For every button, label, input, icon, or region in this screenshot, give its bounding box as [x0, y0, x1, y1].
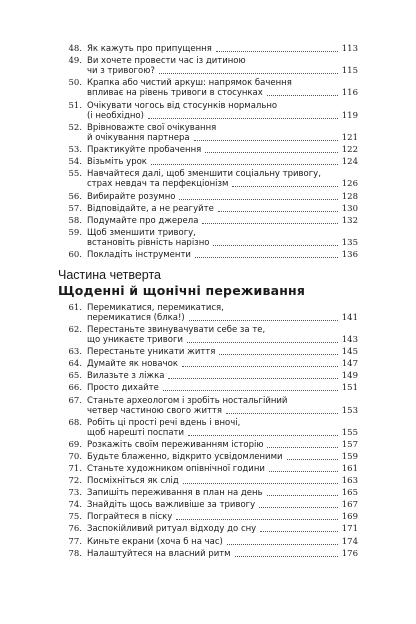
toc-entry-title: Щоб зменшити тривогу,	[87, 228, 196, 239]
toc-entry-title: перемикатися (блка!)	[87, 313, 185, 323]
toc-entry-page: 132	[341, 215, 358, 226]
toc-entry-number: 71.	[68, 463, 82, 474]
toc-entry-page: 128	[341, 191, 358, 202]
toc-entry-number: 76.	[68, 524, 82, 535]
dot-leader	[148, 118, 338, 119]
toc-entry-page: 124	[341, 157, 358, 168]
toc-entry-page: 159	[341, 451, 358, 462]
toc-entry-page: 135	[341, 238, 358, 249]
toc-entry-title: Вибирайте розумно	[87, 191, 176, 202]
toc-entry-page: 115	[341, 66, 358, 77]
part-title: Щоденні й щонічні переживання	[58, 283, 306, 298]
toc-entry-title: Заспокійливий ритуал відходу до сну	[87, 524, 257, 535]
toc-entry-number: 62.	[68, 325, 82, 336]
toc-entry-title: Вилазьте з ліжка	[87, 371, 165, 382]
dot-leader	[267, 95, 338, 96]
toc-entry-page: 171	[341, 524, 358, 535]
toc-entry	[58, 192, 358, 202]
toc-entry-title: впливає на рівень тривоги в стосунках	[87, 88, 263, 99]
toc-entry-title: Налаштуйтеся на власний ритм	[87, 548, 231, 559]
toc-entry-title: Знайдіть щось важливіше за тривогу	[87, 500, 256, 511]
toc-entry-number: 56.	[68, 191, 82, 202]
dot-leader	[189, 320, 338, 321]
toc-entry-number: 54.	[68, 157, 82, 168]
dot-leader	[205, 152, 338, 153]
toc-entry-page: 167	[341, 500, 358, 511]
toc-entry-number: 65.	[68, 371, 82, 382]
toc-entry-number: 74.	[68, 500, 82, 511]
toc-entry-title: Пограйтеся в піску	[87, 512, 173, 523]
dot-leader	[163, 390, 338, 391]
toc-entry	[58, 145, 358, 155]
toc-entry-page: 174	[341, 536, 358, 547]
dot-leader	[168, 378, 337, 379]
toc-entry	[58, 44, 358, 54]
toc-entry	[58, 347, 358, 357]
toc-entry-number: 77.	[68, 536, 82, 547]
dot-leader	[182, 366, 338, 367]
toc-entry	[58, 524, 358, 534]
toc-entry-title: що уникаєте тривоги	[87, 335, 183, 346]
toc-entry	[58, 303, 358, 323]
toc-entry-number: 58.	[68, 215, 82, 226]
toc-entry-page: 155	[341, 427, 358, 438]
toc-entry-page: 122	[341, 144, 358, 155]
toc-entry-number: 67.	[68, 395, 82, 406]
dot-leader	[202, 223, 337, 224]
dot-leader	[216, 51, 338, 52]
dot-leader	[188, 435, 338, 436]
toc-entry-title: страх невдач та перфекціонізм	[87, 179, 229, 190]
dot-leader	[183, 483, 338, 484]
toc-entry-number: 78.	[68, 548, 82, 559]
toc-entry-title: Будьте блаженно, відкрито усвідомленими	[87, 451, 283, 462]
toc-entry	[58, 169, 358, 189]
toc-entry-title: Перемикатися, перемикатися,	[87, 303, 224, 313]
toc-entry-page: 116	[341, 88, 358, 99]
toc-entry	[58, 549, 358, 559]
toc-entry	[58, 123, 358, 143]
toc-entry-number: 51.	[68, 100, 82, 111]
toc-entry	[58, 537, 358, 547]
toc-entry-title: Посміхніться як слід	[87, 476, 179, 487]
toc-entry-page: 145	[341, 347, 358, 358]
toc-entry-page: 151	[341, 383, 358, 394]
toc-list-top	[58, 44, 358, 262]
dot-leader	[259, 507, 338, 508]
toc-entry-page: 153	[341, 405, 358, 416]
toc-entry-page: 136	[341, 250, 358, 261]
dot-leader	[227, 544, 338, 545]
toc-entry	[58, 325, 358, 345]
toc-entry-title: Думайте як новачок	[87, 359, 178, 370]
dot-leader	[194, 140, 338, 141]
toc-entry-page: 126	[341, 179, 358, 190]
toc-entry-number: 59.	[68, 228, 82, 239]
toc-entry-number: 53.	[68, 144, 82, 155]
toc-entry-title: Візьміть урок	[87, 157, 147, 168]
toc-entry	[58, 440, 358, 450]
toc-entry	[58, 204, 358, 214]
toc-entry-title: четвер частиною свого життя	[87, 405, 222, 416]
toc-entry	[58, 78, 358, 98]
dot-leader	[232, 186, 337, 187]
toc-entry-page: 157	[341, 439, 358, 450]
toc-entry-title: Перестаньте звинувачувати себе за те,	[87, 325, 266, 336]
toc-entry-title: Відповідайте, а не реагуйте	[87, 203, 214, 214]
toc-entry-title: Крапка або чистий аркуш: напрямок бачення	[87, 78, 292, 89]
toc-entry	[58, 396, 358, 416]
toc-entry	[58, 157, 358, 167]
toc-entry-title: Киньте екрани (хоча б на час)	[87, 536, 223, 547]
toc-entry-number: 52.	[68, 122, 82, 133]
toc-entry-number: 61.	[68, 303, 82, 313]
toc-entry-title: (і необхідно)	[87, 110, 144, 121]
toc-entry	[58, 250, 358, 260]
toc-entry-page: 121	[341, 132, 358, 143]
toc-entry	[58, 476, 358, 486]
toc-entry-title: Станьте художником опівнічної години	[87, 463, 265, 474]
dot-leader	[195, 257, 338, 258]
dot-leader	[179, 199, 337, 200]
dot-leader	[219, 354, 337, 355]
toc-entry-title: Покладіть інструменти	[87, 250, 191, 261]
toc-entry	[58, 383, 358, 393]
toc-list-bottom	[58, 303, 358, 561]
toc-entry-number: 63.	[68, 347, 82, 358]
dot-leader	[187, 342, 338, 343]
toc-entry-title: Запишіть переживання в план на день	[87, 488, 263, 499]
toc-entry-number: 72.	[68, 476, 82, 487]
toc-entry	[58, 452, 358, 462]
toc-entry-title: щоб нарешті поспати	[87, 427, 185, 438]
toc-entry	[58, 371, 358, 381]
dot-leader	[226, 413, 338, 414]
dot-leader	[213, 245, 337, 246]
toc-entry-page: 161	[341, 463, 358, 474]
toc-entry-page: 130	[341, 203, 358, 214]
dot-leader	[260, 531, 338, 532]
dot-leader	[269, 471, 338, 472]
toc-entry-number: 55.	[68, 169, 82, 180]
toc-entry-page: 119	[341, 110, 358, 121]
toc-entry-title: Ви хочете провести час із дитиною	[87, 56, 246, 67]
toc-entry-title: Просто дихайте	[87, 383, 159, 394]
toc-entry	[58, 228, 358, 248]
toc-entry-number: 48.	[68, 44, 82, 54]
toc-entry-page: 165	[341, 488, 358, 499]
dot-leader	[218, 211, 338, 212]
toc-entry-title: Очікувати чогось від стосунків нормально	[87, 100, 278, 111]
dot-leader	[176, 519, 337, 520]
dot-leader	[267, 495, 338, 496]
toc-entry-number: 66.	[68, 383, 82, 394]
toc-entry	[58, 488, 358, 498]
toc-entry-title: Перестаньте уникати життя	[87, 347, 216, 358]
toc-entry-page: 141	[341, 313, 358, 323]
toc-entry-title: Врівноважте свої очікування	[87, 122, 217, 133]
toc-entry	[58, 216, 358, 226]
toc-entry	[58, 512, 358, 522]
toc-entry-number: 49.	[68, 56, 82, 67]
toc-entry	[58, 56, 358, 76]
toc-entry-page: 143	[341, 335, 358, 346]
toc-entry-title: Як кажуть про припущення	[87, 44, 212, 54]
part-label: Частина четверта	[58, 268, 162, 282]
toc-entry-page: 163	[341, 476, 358, 487]
dot-leader	[159, 73, 338, 74]
toc-entry-title: Подумайте про джерела	[87, 215, 199, 226]
dot-leader	[151, 164, 338, 165]
toc-entry-number: 68.	[68, 417, 82, 428]
toc-entry-title: Станьте археологом і зробіть ностальгійний	[87, 395, 288, 406]
toc-entry-number: 60.	[68, 250, 82, 261]
toc-entry-page: 176	[341, 548, 358, 559]
toc-entry-number: 73.	[68, 488, 82, 499]
toc-entry-title: встановіть рівність нарізно	[87, 238, 210, 249]
toc-entry-title: Практикуйте пробачення	[87, 144, 202, 155]
toc-entry	[58, 500, 358, 510]
toc-entry-page: 147	[341, 359, 358, 370]
dot-leader	[267, 447, 337, 448]
toc-entry-number: 50.	[68, 78, 82, 89]
toc-entry-number: 64.	[68, 359, 82, 370]
toc-entry-number: 57.	[68, 203, 82, 214]
toc-entry-page: 149	[341, 371, 358, 382]
toc-entry-title: й очікування партнера	[87, 132, 190, 143]
toc-entry-page: 169	[341, 512, 358, 523]
toc-entry-title: Навчайтеся далі, щоб зменшити соціальну тривогу,	[87, 169, 321, 180]
dot-leader	[235, 556, 338, 557]
toc-entry-number: 69.	[68, 439, 82, 450]
toc-entry-page: 113	[341, 44, 358, 54]
toc-entry-number: 70.	[68, 451, 82, 462]
toc-entry-title: Робіть ці прості речі вдень і вночі,	[87, 417, 241, 428]
toc-entry	[58, 101, 358, 121]
toc-entry	[58, 464, 358, 474]
toc-entry	[58, 359, 358, 369]
dot-leader	[287, 459, 338, 460]
toc-entry-title: Розкажіть своїм переживанням історію	[87, 439, 264, 450]
toc-entry	[58, 418, 358, 438]
toc-entry-title: чи з тривогою?	[87, 66, 155, 77]
toc-entry-number: 75.	[68, 512, 82, 523]
